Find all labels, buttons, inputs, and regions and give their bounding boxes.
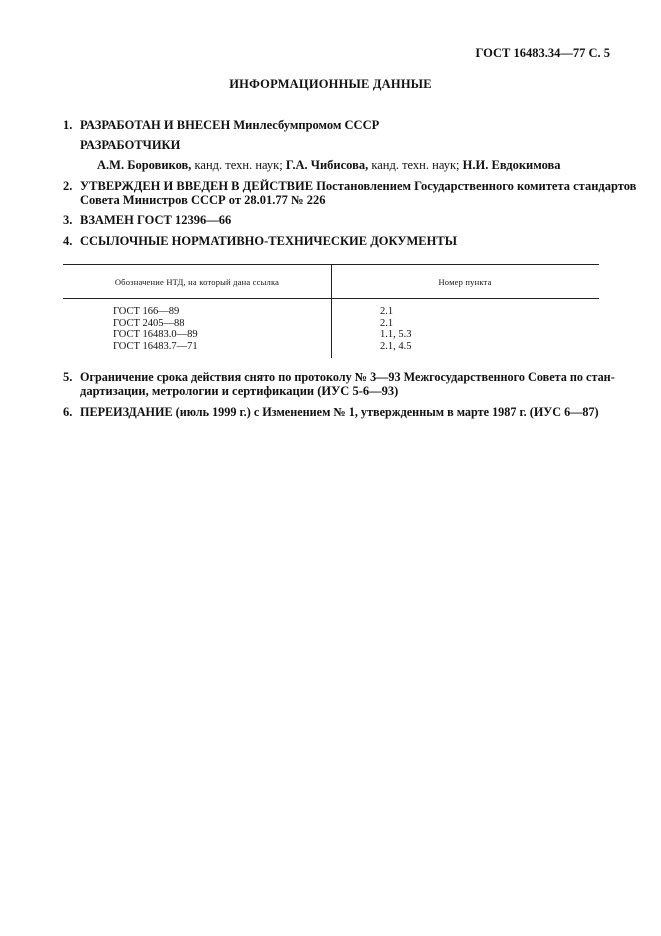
developer-1-degree: канд. техн. наук; — [191, 158, 286, 172]
item-number: 4. — [63, 234, 73, 248]
item-4 — [63, 234, 457, 249]
item-5-continuation — [80, 384, 398, 399]
item-2-bold: УТВЕРЖДЕН И ВВЕДЕН В ДЕЙСТВИЕ — [80, 179, 314, 193]
item-1-bold: РАЗРАБОТАН И ВНЕСЕН — [80, 118, 231, 132]
developer-1: А.М. Боровиков, — [97, 158, 192, 172]
developer-2-degree: канд. техн. наук; — [368, 158, 463, 172]
developer-2: Г.А. Чибисова, — [285, 158, 369, 172]
item-2-continuation — [80, 193, 325, 208]
developers-label-text: РАЗРАБОТЧИКИ — [80, 138, 181, 152]
table-cell-clause: 2.1 — [380, 306, 394, 317]
item-number: 5. — [63, 370, 73, 384]
table-header-document: Обозначение НТД, на который дана ссылка — [114, 277, 280, 287]
item-5 — [63, 370, 615, 385]
item-number: 3. — [63, 213, 73, 227]
item-3 — [63, 213, 231, 228]
table-cell-document: ГОСТ 166—89 — [113, 306, 180, 317]
table-cell-clause: 2.1 — [380, 317, 394, 329]
page-header: ГОСТ 16483.34—77 С. 5 — [475, 46, 610, 60]
developers-list — [97, 158, 561, 173]
table-cell-document: ГОСТ 16483.7—71 — [113, 340, 198, 352]
item-6 — [63, 405, 599, 420]
item-2-text-2: Совета Министров СССР от 28.01.77 № 226 — [80, 193, 326, 207]
item-4-text: ССЫЛОЧНЫЕ НОРМАТИВНО-ТЕХНИЧЕСКИЕ ДОКУМЕНТЫ — [80, 234, 457, 248]
item-number: 2. — [63, 179, 73, 193]
developer-3: Н.И. Евдокимова — [462, 158, 561, 172]
item-1-text: Минлесбумпромом СССР — [230, 118, 380, 132]
table-header-clause: Номер пункта — [438, 277, 492, 287]
item-2-text: Постановлением Государственного комитета стандартов — [313, 179, 637, 193]
item-6-text: ПЕРЕИЗДАНИЕ (июль 1999 г.) с Изменением № 1, утвержденным в марте 1987 г. (ИУС 6—87) — [80, 405, 599, 419]
table-cell-document: ГОСТ 2405—88 — [113, 317, 185, 329]
item-number: 6. — [63, 405, 73, 419]
table-cell-clause: 2.1, 4.5 — [380, 340, 412, 352]
item-2 — [63, 179, 636, 194]
item-5-text-2: дартизации, метрологии и сертификации (ИУС 5-6—93) — [80, 384, 399, 398]
developers-label — [80, 138, 180, 153]
item-1 — [63, 118, 379, 133]
item-5-text: Ограничение срока действия снято по протоколу № 3—93 Межгосударственного Совета по стан- — [80, 370, 615, 384]
table-cell-document: ГОСТ 16483.0—89 — [113, 329, 198, 340]
item-3-text: ВЗАМЕН ГОСТ 12396—66 — [80, 213, 232, 227]
table-cell-clause: 1.1, 5.3 — [380, 329, 412, 340]
references-table — [63, 264, 599, 358]
item-number: 1. — [63, 118, 73, 132]
page-title: ИНФОРМАЦИОННЫЕ ДАННЫЕ — [229, 77, 432, 91]
